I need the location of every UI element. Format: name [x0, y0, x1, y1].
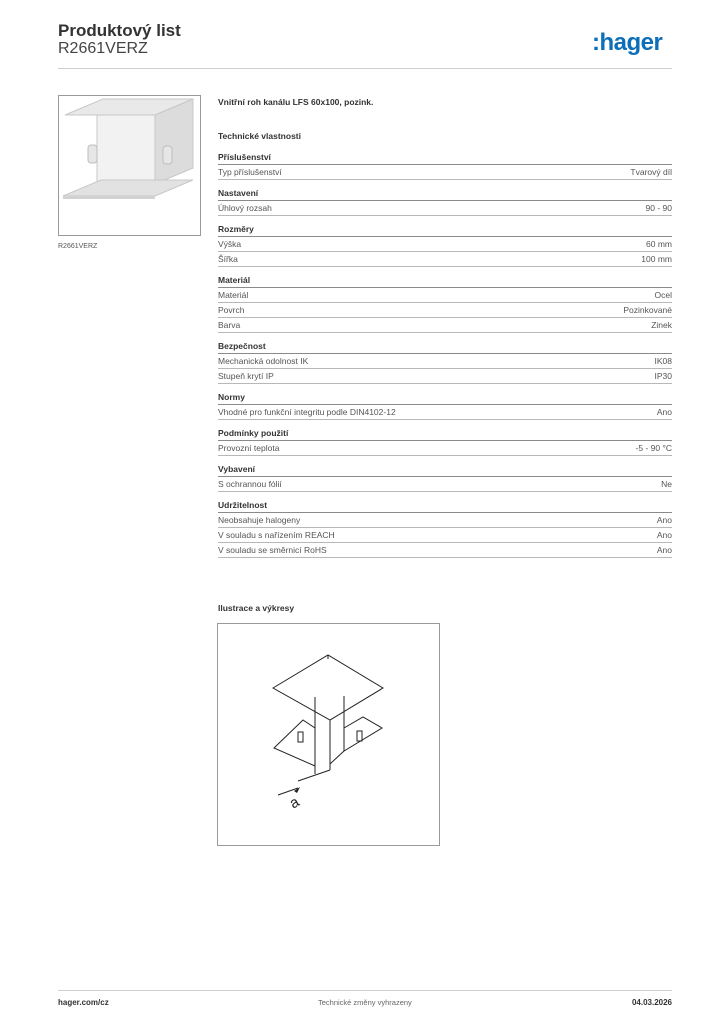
page-title: Produktový list — [58, 21, 181, 40]
spec-label: V souladu s nařízením REACH — [218, 530, 335, 540]
spec-label: Materiál — [218, 290, 249, 300]
spec-row — [218, 441, 672, 456]
spec-row — [218, 528, 672, 543]
section-title: Normy — [218, 391, 672, 405]
spec-value: 100 mm — [641, 254, 672, 264]
spec-label: Úhlový rozsah — [218, 203, 272, 213]
spec-value: Ano — [656, 545, 672, 555]
spec-row — [218, 303, 672, 318]
spec-value: Ano — [656, 515, 672, 525]
section-title: Nastavení — [218, 187, 672, 201]
section-material — [218, 274, 672, 333]
spec-row — [218, 543, 672, 558]
section-accessories — [218, 151, 672, 180]
spec-value: Ano — [656, 530, 672, 540]
spec-value: Zinek — [651, 320, 672, 330]
spec-row — [218, 405, 672, 420]
header-divider — [58, 68, 672, 69]
spec-row — [218, 237, 672, 252]
section-title: Podmínky použití — [218, 427, 672, 441]
spec-label: Typ příslušenství — [218, 167, 282, 177]
product-image — [58, 95, 201, 236]
illustrations-title: Ilustrace a výkresy — [218, 603, 295, 613]
section-sustainability — [218, 499, 672, 558]
spec-label: Vhodné pro funkční integritu podle DIN4102-12 — [218, 407, 396, 417]
spec-row — [218, 318, 672, 333]
spec-label: S ochrannou fólií — [218, 479, 282, 489]
spec-label: Provozní teplota — [218, 443, 280, 453]
technical-drawing — [217, 623, 440, 846]
section-equipment — [218, 463, 672, 492]
spec-label: Šířka — [218, 254, 238, 264]
section-standards — [218, 391, 672, 420]
spec-label: Stupeň krytí IP — [218, 371, 274, 381]
spec-row — [218, 288, 672, 303]
section-title: Rozměry — [218, 223, 672, 237]
section-settings — [218, 187, 672, 216]
hager-logo — [592, 26, 676, 60]
spec-value: 90 - 90 — [645, 203, 672, 213]
spec-label: Mechanická odolnost IK — [218, 356, 309, 366]
spec-value: Ano — [656, 407, 672, 417]
product-code: R2661VERZ — [58, 40, 148, 57]
spec-label: Výška — [218, 239, 242, 249]
footer-notice: Technické změny vyhrazeny — [318, 998, 412, 1007]
spec-row — [218, 252, 672, 267]
spec-value: Ne — [661, 479, 672, 489]
section-title: Udržitelnost — [218, 499, 672, 513]
section-title: Materiál — [218, 274, 672, 288]
spec-column — [218, 95, 672, 558]
spec-row — [218, 477, 672, 492]
spec-row — [218, 513, 672, 528]
spec-value: Tvarový díl — [630, 167, 672, 177]
spec-value: 60 mm — [646, 239, 672, 249]
spec-value: Pozinkované — [623, 305, 672, 315]
tech-properties-title: Technické vlastnosti — [218, 131, 301, 141]
spec-label: Barva — [218, 320, 241, 330]
footer-divider — [58, 990, 672, 991]
spec-row — [218, 369, 672, 384]
spec-label: Neobsahuje halogeny — [218, 515, 301, 525]
spec-row — [218, 165, 672, 180]
section-operating-conditions — [218, 427, 672, 456]
section-safety — [218, 340, 672, 384]
spec-value: IP30 — [654, 371, 672, 381]
dimension-label-a: a — [286, 793, 303, 813]
footer-website-link[interactable]: hager.com/cz — [58, 998, 109, 1007]
spec-value: -5 - 90 °C — [635, 443, 672, 453]
section-dimensions — [218, 223, 672, 267]
spec-label: V souladu se směrnicí RoHS — [218, 545, 327, 555]
footer-date: 04.03.2026 — [631, 998, 672, 1007]
spec-row — [218, 201, 672, 216]
spec-label: Povrch — [218, 305, 245, 315]
product-image-caption: R2661VERZ — [58, 243, 98, 250]
logo-text: :hager — [592, 29, 663, 56]
product-name: Vnitřní roh kanálu LFS 60x100, pozink. — [218, 97, 374, 107]
section-title: Příslušenství — [218, 151, 672, 165]
section-title: Bezpečnost — [218, 340, 672, 354]
spec-value: Ocel — [654, 290, 672, 300]
spec-value: IK08 — [654, 356, 672, 366]
section-title: Vybavení — [218, 463, 672, 477]
spec-row — [218, 354, 672, 369]
